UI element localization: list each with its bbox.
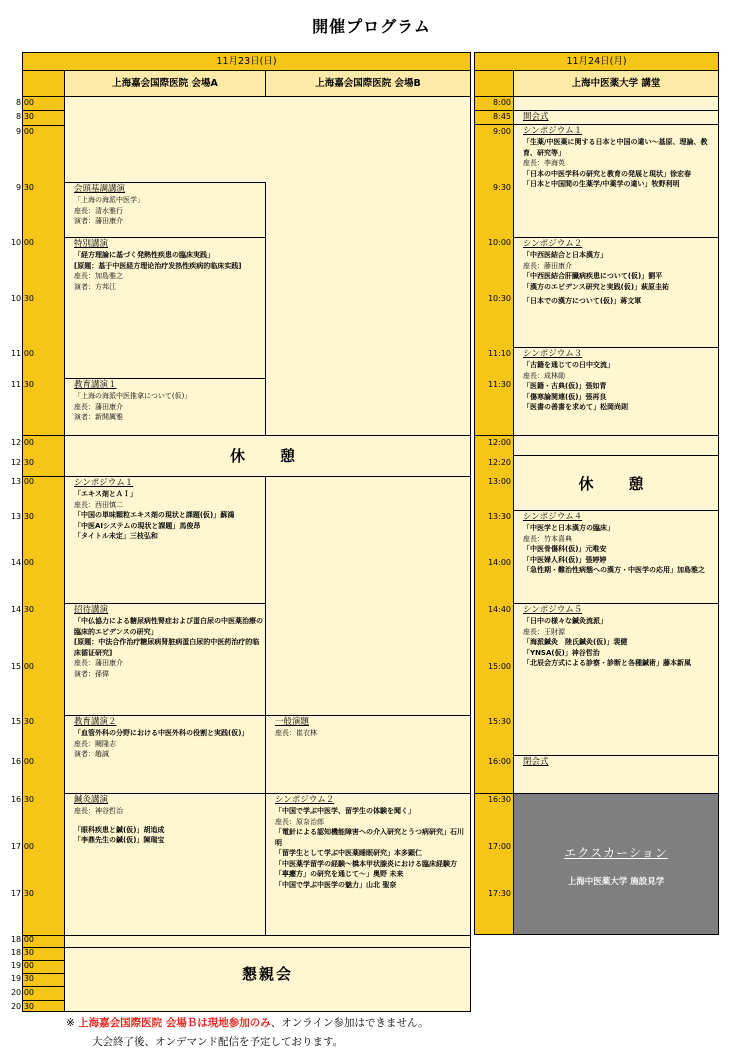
time-label: 10:30 [10,294,34,303]
session-line: 「李鼎先生の鍼(仮)」陳瑞宝 [74,836,165,844]
session-line: 「留学生として学ぶ中医薬睡眠研究」本多顕仁 [275,849,422,857]
time-label: 16:00 [10,757,34,766]
time-label: 13:00 [10,477,34,486]
spacer [74,817,263,825]
session-line: 「中医薬学留学の経験～橋本甲状腺炎における臨床経験方「寧癭方」の研究を通じて～」奥野 未来 [275,859,457,878]
session-line: 「医籍・古典(仮)」張如青 [523,382,607,390]
session-line: 座長：崔衣林 [275,729,317,737]
footer-note-2: 大会終了後、オンデマンド配信を予定しております。 [92,1036,344,1048]
session-line: 「古籍を通じての日中交流」 [523,361,614,369]
opening-ceremony [513,110,719,123]
session-line: 「医書の善書を求めて」松岡尚則 [523,403,628,411]
time-label: 13:00 [487,477,511,486]
special-lecture-session [64,237,266,292]
session-line: 「電針による認知機能障害への介入研究とうつ病研究」石川 明 [275,828,464,847]
time-label: 16:30 [487,795,511,804]
session-line: 「中医学と日本漢方の臨床」 [523,524,614,532]
time-label: 13:30 [487,512,511,521]
session-line: 座長：西田慎二 [74,500,123,509]
time-label: 8:45 [493,112,511,121]
venue-a-header: 上海嘉会国際医院 会場A [64,70,266,97]
session-line: 座長：竹本喜典 [523,534,572,543]
session-line: 「中国で学ぶ中医学の魅力」山北 聖奈 [275,880,397,889]
session-line: 座長：藩田康介 [74,402,123,411]
session-heading: 教育講演２ [74,717,117,727]
closing-ceremony [513,755,719,768]
session-line: 座長：清水雅行 [74,206,123,215]
day1-date-header: 11月23日(日) [22,52,471,71]
session-line: 座長：成林勛 [523,371,565,380]
session-heading: 特別講演 [74,239,109,249]
session-heading: シンポジウム３ [523,349,583,359]
banquet: 懇親会 [241,965,293,983]
page-title: 開催プログラム [312,17,431,36]
session-line: 「日本の中医学科の研究と教育の発展と現状」徐宏春 [523,169,691,178]
time-label: 11:30 [10,380,34,389]
time-label: 14:30 [10,605,34,614]
session-heading: シンポジウム１ [74,478,134,488]
time-label: 9:30 [16,183,34,192]
session-line: 「中医婦人科(仮)」張婷婷 [523,555,607,564]
time-label: 15:30 [487,717,511,726]
session-heading: 会頭基調講演 [74,184,126,194]
day2-venue-header: 上海中医薬大学 講堂 [513,70,719,97]
session-line: 演者：孫偉 [74,669,109,678]
time-label: 18:30 [10,948,34,957]
time-label: 19:00 [10,961,34,970]
time-label: 12:20 [487,458,511,467]
session-line: 演者：新開厲雅 [74,413,123,421]
session-line: 演者：方邦江 [74,282,116,291]
session-line: 「中西医結合肝臓病疾患について(仮)」劉平 [523,272,663,280]
time-label: 12:30 [10,458,34,467]
time-label: 19:30 [10,974,34,983]
session-line: 座長：神谷哲治 [74,807,123,815]
time-tick [22,973,65,974]
session-line: 「中医骨傷科(仮)」元唯安 [523,545,607,553]
excursion-title: エクスカーション [564,846,668,860]
session-heading: シンポジウム１ [523,126,583,136]
session-heading: 鍼灸講演 [74,795,109,805]
day2-date-header: 11月24日(月) [474,52,719,71]
day1-symposium-1 [64,476,266,542]
session-line: 「エキス剤とＡＩ」 [74,490,137,498]
time-label: 18:00 [10,935,34,944]
time-label: 17:00 [487,842,511,851]
session-line: 「YNSA(仮)」神谷哲治 [523,648,600,657]
session-line: [原題：基于中医経方理论治疗发热性疾病的临床实践] [74,261,242,270]
time-label: 17:30 [10,889,34,898]
session-line: 「生薬/中医薬に関する日本と中国の違い～基原、理論、教育、研究等」 [523,138,708,157]
session-line: 「経方理論に基づく発熱性疾患の臨床実践」 [74,251,214,259]
session-line: 「タイトル未定」三枝弘和 [74,532,158,540]
time-label: 13:30 [10,512,34,521]
row-divider [474,435,719,436]
row-divider [22,435,471,436]
time-label: 8:30 [16,112,34,121]
session-line: 座長：王財源 [523,627,565,636]
general-presentations [265,715,471,739]
session-line: 演者：藩田康介 [74,217,123,225]
session-heading: シンポジウム２ [275,795,335,805]
row-divider [22,935,471,936]
time-label: 8:00 [16,98,34,107]
edu-lecture-1 [64,378,266,423]
time-label: 17:30 [487,889,511,898]
session-heading: 招待講演 [74,605,109,615]
session-heading: シンポジウム２ [523,239,583,249]
note-mark: ※ [66,1017,75,1029]
time-label: 15:30 [10,717,34,726]
time-label: 15:00 [487,662,511,671]
session-line: 「日本と中国間の生薬学/中薬学の違い」牧野利明 [523,180,680,188]
time-label: 16:00 [487,757,511,766]
acupuncture-lecture [64,793,266,846]
time-label: 14:40 [487,605,511,614]
session-line: [原題：中法合作治疗糖尿病肾脏病蛋白尿的中医药治疗的临床循证研究] [74,638,260,657]
time-label: 20:30 [10,1002,34,1011]
session-line: 「北辰会方式による診察・診断と各種鍼術」藤本新風 [523,659,691,667]
keynote-session [64,182,266,227]
footer-note-1 [66,1016,726,1031]
time-tick [22,110,65,111]
time-tick [22,125,65,126]
day2-symposium-1 [513,124,719,190]
time-label: 9:30 [493,183,511,192]
time-label: 20:00 [10,988,34,997]
day2-symposium-4 [513,510,719,576]
time-label: 11:00 [10,349,34,358]
session-line: 「中国の単味顆粒エキス剤の現状と課題(仮)」蘇鴻 [74,511,235,519]
day2-symposium-5 [513,603,719,669]
time-label: 14:00 [487,558,511,567]
day1-symposium-2 [265,793,471,890]
row-divider [64,947,471,948]
day1-break: 休 憩 [229,447,305,465]
session-line: 「日本での漢方について(仮)」蒋文軍 [523,297,642,305]
venue-b-header: 上海嘉会国際医院 会場B [265,70,471,97]
note-red-text: 上海嘉会国際医院 会場Ｂは現地参加のみ [78,1017,271,1029]
session-line: 「漢方のエビデンス研究と実践(仮)」萩原圭祐 [523,282,670,291]
session-line: 座長：原奈治郎 [275,817,324,826]
time-label: 12:00 [10,438,34,447]
session-line: 座長：加島雅之 [74,272,123,280]
day2-break: 休 憩 [578,475,654,493]
time-label: 9:00 [493,127,511,136]
time-label: 9:00 [16,127,34,136]
session-heading: シンポジウム５ [523,605,583,615]
session-line: 「日中の様々な鍼灸流派」 [523,617,607,625]
session-line: 「急性期・難治性病態への漢方・中医学の応用」加島雅之 [523,566,705,574]
time-label: 17:00 [10,842,34,851]
session-heading: 教育講演１ [74,380,117,390]
session-line: 座長：藩田康介 [74,659,123,667]
time-tick [22,947,65,948]
session-heading: 開会式 [523,112,549,122]
day2-time-header [474,70,514,97]
row-divider [513,455,719,456]
session-line: 「上海の海派中医推拿について(仮)」 [74,392,192,400]
time-tick [22,960,65,961]
session-line: 「眼科疾患と鍼(仮)」胡追成 [74,825,165,834]
time-label: 10:00 [10,238,34,247]
session-line: 「血管外科の分野における中医外科の役割と実践(仮)」 [74,729,249,737]
session-heading: シンポジウム４ [523,512,583,522]
session-line: 「海派鍼灸 陸氏鍼灸(仮)」裴健 [523,638,628,646]
time-label: 11:10 [487,349,511,358]
excursion-block [513,793,719,935]
session-line: 「中医AIシステムの現状と課題」馬俊昂 [74,521,201,530]
time-label: 10:00 [487,238,511,247]
session-line: 座長：李海英 [523,159,565,167]
session-heading: 閉会式 [523,757,549,767]
day1-time-header [22,70,65,97]
day2-symposium-3 [513,347,719,413]
time-label: 16:30 [10,795,34,804]
session-line: 演者：趙誠 [74,750,109,758]
session-line: 「中国で学ぶ中医学、留学生の体験を聞く」 [275,807,415,815]
time-label: 12:00 [487,438,511,447]
session-line: 「上海の海派中医学」 [74,196,144,204]
session-line: 座長：闕隆志 [74,739,116,748]
time-label: 11:30 [487,380,511,389]
invited-lecture [64,603,266,679]
time-tick [22,986,65,987]
edu-lecture-2 [64,715,266,760]
time-label: 8:00 [493,98,511,107]
day1-time-column [22,96,65,1012]
note-text: 、オンライン参加はできません。 [270,1017,429,1029]
time-label: 14:00 [10,558,34,567]
day2-symposium-2 [513,237,719,307]
time-label: 10:30 [487,294,511,303]
session-line: 「中西医結合と日本漢方」 [523,251,607,259]
excursion-subtitle: 上海中医薬大学 施設見学 [567,877,665,887]
session-heading: 一般演題 [275,717,310,727]
session-line: 「中仏協力による糖尿病性腎症および蛋白尿の中医薬治療の臨床的エビデンスの研究」 [74,617,263,636]
session-line: 座長：藤田康介 [523,261,572,270]
time-tick [22,1000,65,1001]
time-label: 15:00 [10,662,34,671]
session-line: 「傷寒論関連(仮)」張再良 [523,392,607,401]
